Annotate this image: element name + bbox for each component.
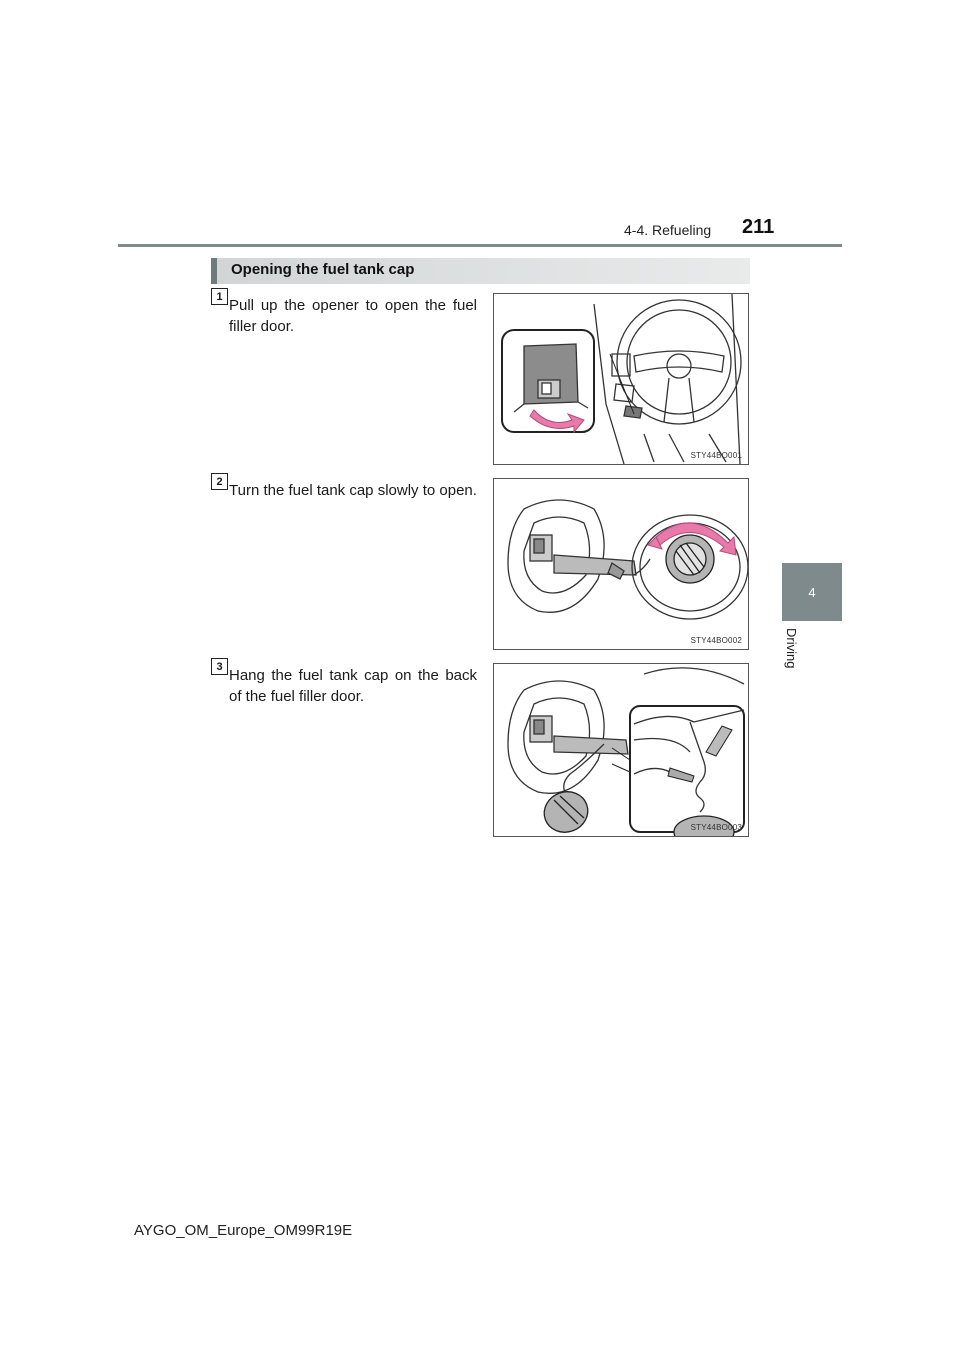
step-number-1: 1 [211, 288, 228, 305]
chapter-tab [782, 563, 842, 621]
figure-hang-cap [493, 663, 749, 837]
step-text-2: Turn the fuel tank cap slowly to open. [229, 482, 477, 499]
header-section-title: 4-4. Refueling [624, 222, 712, 238]
section-title: Opening the fuel tank cap [231, 261, 415, 278]
step-text-1: Pull up the opener to open the fuel filler door. [229, 297, 477, 335]
fuel-cap-illustration [494, 479, 748, 649]
step-number-2: 2 [211, 473, 228, 490]
chapter-label [785, 628, 801, 688]
page-number: 211 [742, 216, 775, 238]
chapter-number: 4 [808, 584, 816, 600]
footer-document-id: AYGO_OM_Europe_OM99R19E [134, 1222, 353, 1239]
figure-fuel-door-opener [493, 293, 749, 465]
chapter-name: Driving [784, 628, 799, 669]
header-divider [118, 244, 842, 247]
section-heading-bar [211, 258, 750, 284]
step-number-3: 3 [211, 658, 228, 675]
cap-hanging-illustration [494, 664, 748, 836]
figure-code-1: STY44BO001 [690, 451, 742, 460]
step-text-3: Hang the fuel tank cap on the back of the fuel filler door. [229, 667, 477, 705]
dashboard-illustration [494, 294, 748, 464]
figure-code-2: STY44BO002 [690, 636, 742, 645]
figure-turn-cap [493, 478, 749, 650]
figure-code-3: STY44BO003 [690, 823, 742, 832]
